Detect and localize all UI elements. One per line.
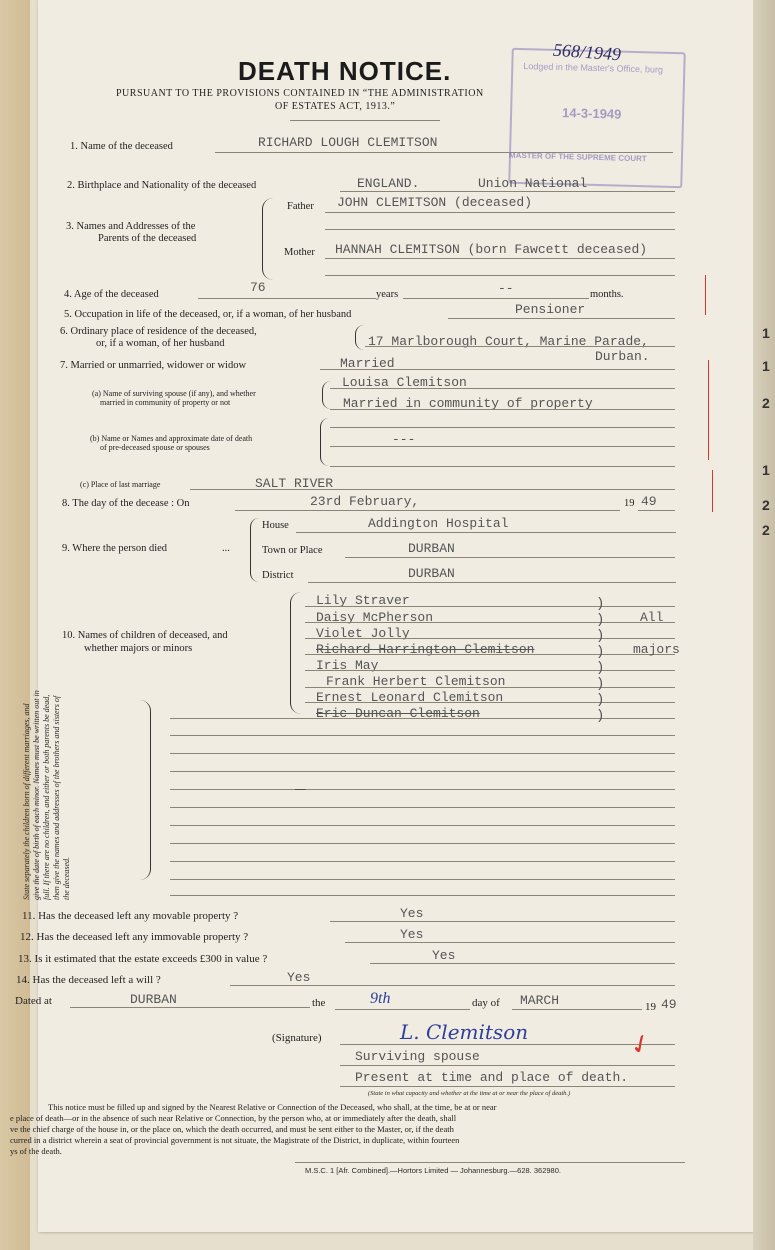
footer-line-1: This notice must be filled up and signed by the Nearest Relative or Connection of the Deceased, who shall, at the time, be at or near <box>48 1102 497 1112</box>
q8-line <box>235 510 620 511</box>
capacity-note: (State in what capacity and whether at the time at or near the place of death.) <box>368 1090 571 1097</box>
child-line <box>305 622 675 623</box>
q7b-line-2 <box>330 446 675 447</box>
q7a-label-b: married in community of property or not <box>100 398 231 407</box>
capacity-line <box>340 1065 675 1066</box>
q7b-brace <box>320 418 329 466</box>
red-margin-mark <box>712 470 713 512</box>
edge-mark: 1 <box>762 462 770 478</box>
blank-dash: — <box>295 784 306 795</box>
footer-line-3: ve the chief charge of the house in, or the place on, which the death occurred, and must be sent either to the Master, or, if the death <box>10 1124 454 1134</box>
child-name: Daisy McPherson <box>316 610 434 625</box>
child-name: Lily Straver <box>316 593 410 608</box>
q7a-label-a: (a) Name of surviving spouse (if any), and whether <box>92 389 256 398</box>
capacity-line-b <box>340 1086 675 1087</box>
q10-label-a: 10. Names of children of deceased, and <box>62 630 228 641</box>
signature: L. Clemitson <box>400 1020 529 1044</box>
q4-months: months. <box>590 289 624 300</box>
stamp-date: 14-3-1949 <box>561 105 622 122</box>
q6-label-b: or, if a woman, of her husband <box>96 338 225 349</box>
q3-line-4 <box>325 275 675 276</box>
child-name: Ernest Leonard Clemitson <box>316 690 504 705</box>
q4-months-line <box>403 298 589 299</box>
q8-label: 8. The day of the decease : On <box>62 498 190 509</box>
children-bracket: ) ) ) ) ) ) ) ) <box>596 596 605 724</box>
q4-years: years <box>376 289 399 300</box>
q7-label: 7. Married or unmarried, widower or widow <box>60 360 247 371</box>
children-note-all: All <box>640 610 664 625</box>
signature-line <box>340 1044 675 1045</box>
q1-value: RICHARD LOUGH CLEMITSON <box>258 135 438 150</box>
q13-line <box>370 963 675 964</box>
edge-mark: 2 <box>762 395 770 411</box>
q3-father-label: Father <box>287 201 314 212</box>
dated-month: MARCH <box>520 993 560 1008</box>
q8-year: 49 <box>641 494 657 509</box>
q7-line <box>320 369 675 370</box>
q3-brace <box>262 198 273 280</box>
blank-line <box>170 735 675 736</box>
q9-label: 9. Where the person died <box>62 543 168 554</box>
child-name: Richard Harrington Clemitson <box>316 642 535 657</box>
dated-day: 9th <box>370 990 391 1007</box>
child-line <box>305 638 675 639</box>
q7b-line-3 <box>330 466 675 467</box>
dated-place-line <box>70 1007 310 1008</box>
q7a-brace <box>322 381 331 409</box>
q2-label: 2. Birthplace and Nationality of the deceased <box>67 180 257 191</box>
capacity-line-2: Present at time and place of death. <box>355 1070 629 1085</box>
q11-label: 11. Has the deceased left any movable property ? <box>22 910 239 922</box>
right-page-edge <box>753 0 775 1250</box>
q3-mother-label: Mother <box>284 247 315 258</box>
footer-line-5: ys of the death. <box>10 1146 62 1156</box>
title-rule <box>290 120 440 121</box>
q13-value: Yes <box>432 948 456 963</box>
q7c-label: (c) Place of last marriage <box>80 480 161 489</box>
q6-value-a: 17 Marlborough Court, Marine Parade, <box>368 334 649 349</box>
q7b-line-1 <box>330 427 675 428</box>
q5-label: 5. Occupation in life of the deceased, or, if a woman, of her husband <box>64 309 352 320</box>
q3-father-line <box>325 212 675 213</box>
q9-brace <box>250 518 259 582</box>
dated-month-line <box>512 1009 642 1010</box>
children-instruction-note: State separately the children born of different marriages, and give the date of birth of each minor. Names must be written out in full. If there are no children, and either or both parents be dead, then give the names and addresses of the brothers and sisters of the deceased. <box>22 690 71 900</box>
q7a-value-a: Louisa Clemitson <box>342 375 467 390</box>
q6-line <box>365 346 675 347</box>
q9-house-value: Addington Hospital <box>368 516 509 531</box>
q5-value: Pensioner <box>515 302 586 317</box>
dated-year-prefix: 19 <box>645 1001 656 1013</box>
q7a-value-b: Married in community of property <box>343 396 593 411</box>
child-line <box>305 606 675 607</box>
capacity-line-1: Surviving spouse <box>355 1049 480 1064</box>
q11-line <box>330 921 675 922</box>
master-office-stamp <box>508 48 686 189</box>
q7b-value: --- <box>392 432 416 447</box>
children-note-majors: majors <box>633 642 680 657</box>
red-margin-mark <box>708 360 709 460</box>
day-of-label: day of <box>472 997 500 1009</box>
child-name: Eric Duncan Clemitson <box>316 706 480 721</box>
q7b-label-a: (b) Name or Names and approximate date of death <box>90 434 253 443</box>
edge-mark: 1 <box>762 358 770 374</box>
q7a-line-2 <box>330 409 675 410</box>
q14-value: Yes <box>287 970 311 985</box>
q8-value: 23rd February, <box>310 494 420 509</box>
the-label: the <box>312 997 326 1009</box>
q6-brace <box>355 325 364 350</box>
child-line <box>305 654 675 655</box>
q6-value-b: Durban. <box>595 349 650 364</box>
blank-line <box>170 895 675 896</box>
blank-line <box>170 807 675 808</box>
q2-line <box>340 191 675 192</box>
q9-district-value: DURBAN <box>408 566 455 581</box>
dated-year: 49 <box>661 997 677 1012</box>
q10-label-b: whether majors or minors <box>84 643 193 654</box>
stamp-text: Lodged in the Master's Office, burg <box>523 61 664 75</box>
blank-line <box>170 879 675 880</box>
child-name: Violet Jolly <box>316 626 410 641</box>
q3-line-2 <box>325 229 675 230</box>
q4-line <box>198 298 376 299</box>
q7-value: Married <box>340 356 395 371</box>
blank-line <box>170 843 675 844</box>
side-note-brace <box>140 700 151 880</box>
child-name: Frank Herbert Clemitson <box>326 674 506 689</box>
edge-mark: 1 <box>762 325 770 341</box>
subtitle-line-1: PURSUANT TO THE PROVISIONS CONTAINED IN “THE ADMINISTRATION <box>116 88 484 99</box>
red-margin-mark <box>705 275 706 315</box>
q8-year-line <box>638 510 675 511</box>
q2-value-b: Union National <box>478 176 588 191</box>
q2-value-a: ENGLAND. <box>357 176 420 191</box>
child-line <box>305 670 675 671</box>
q1-label: 1. Name of the deceased <box>70 141 173 152</box>
dated-place: DURBAN <box>130 992 177 1007</box>
blank-line <box>170 771 675 772</box>
blank-line <box>170 789 675 790</box>
q11-value: Yes <box>400 906 424 921</box>
q4-months-value: -- <box>498 281 514 296</box>
q9-dots: ... <box>222 543 230 554</box>
q5-line <box>448 318 675 319</box>
q6-label-a: 6. Ordinary place of residence of the deceased, <box>60 326 257 337</box>
q8-year-prefix: 19 <box>624 498 635 509</box>
q3-father-value: JOHN CLEMITSON (deceased) <box>337 195 533 210</box>
q9-town-line <box>345 557 675 558</box>
footer-line-2: e place of death—or in the absence of such near Relative or Connection, by the person who, at or immediately after the death, shall <box>10 1113 457 1123</box>
q3-label-a: 3. Names and Addresses of the <box>66 221 196 232</box>
q7b-label-b: of pre-deceased spouse or spouses <box>100 443 210 452</box>
footer-rule <box>295 1162 685 1163</box>
q12-value: Yes <box>400 927 424 942</box>
q12-line <box>345 942 675 943</box>
blank-line <box>170 825 675 826</box>
dated-day-line <box>335 1009 470 1010</box>
edge-mark: 2 <box>762 497 770 513</box>
subtitle-line-2: OF ESTATES ACT, 1913.” <box>275 101 396 112</box>
q9-house-line <box>296 532 676 533</box>
estate-number: 568/1949 <box>552 39 622 65</box>
q9-district-label: District <box>262 570 294 581</box>
q9-town-value: DURBAN <box>408 541 455 556</box>
q1-line <box>215 152 673 153</box>
printer-imprint: M.S.C. 1 [Afr. Combined].—Hortors Limited — Johannesburg.—628. 362980. <box>305 1166 561 1175</box>
q10-brace <box>290 592 301 714</box>
blank-line <box>170 861 675 862</box>
dated-label: Dated at <box>15 995 52 1007</box>
child-line <box>305 687 675 688</box>
q14-label: 14. Has the deceased left a will ? <box>16 974 161 986</box>
signature-label: (Signature) <box>272 1032 322 1044</box>
stamp-office: MASTER OF THE SUPREME COURT <box>508 150 647 164</box>
page-title: DEATH NOTICE. <box>238 56 452 86</box>
q12-label: 12. Has the deceased left any immovable property ? <box>20 931 249 943</box>
q7c-value: SALT RIVER <box>255 476 334 491</box>
q4-value: 76 <box>250 280 266 295</box>
blank-line <box>170 753 675 754</box>
q13-label: 13. Is it estimated that the estate exceeds £300 in value ? <box>18 953 268 965</box>
q4-label: 4. Age of the deceased <box>64 289 159 300</box>
red-check-mark: ✓ <box>624 1026 657 1063</box>
q3-mother-line <box>325 258 675 259</box>
q3-label-b: Parents of the deceased <box>98 233 197 244</box>
q9-house-label: House <box>262 520 289 531</box>
child-name: Iris May <box>316 658 379 673</box>
footer-line-4: curred in a district wherein a seat of provincial government is not situate, the Magistrate of the District, in duplicate, within fourteen <box>10 1135 460 1145</box>
q9-town-label: Town or Place <box>262 545 323 556</box>
edge-mark: 2 <box>762 522 770 538</box>
q3-mother-value: HANNAH CLEMITSON (born Fawcett deceased) <box>335 242 648 257</box>
q9-district-line <box>308 582 676 583</box>
child-line <box>305 702 675 703</box>
q7c-line <box>190 489 675 490</box>
q14-line <box>230 985 675 986</box>
q7a-line-1 <box>330 388 675 389</box>
